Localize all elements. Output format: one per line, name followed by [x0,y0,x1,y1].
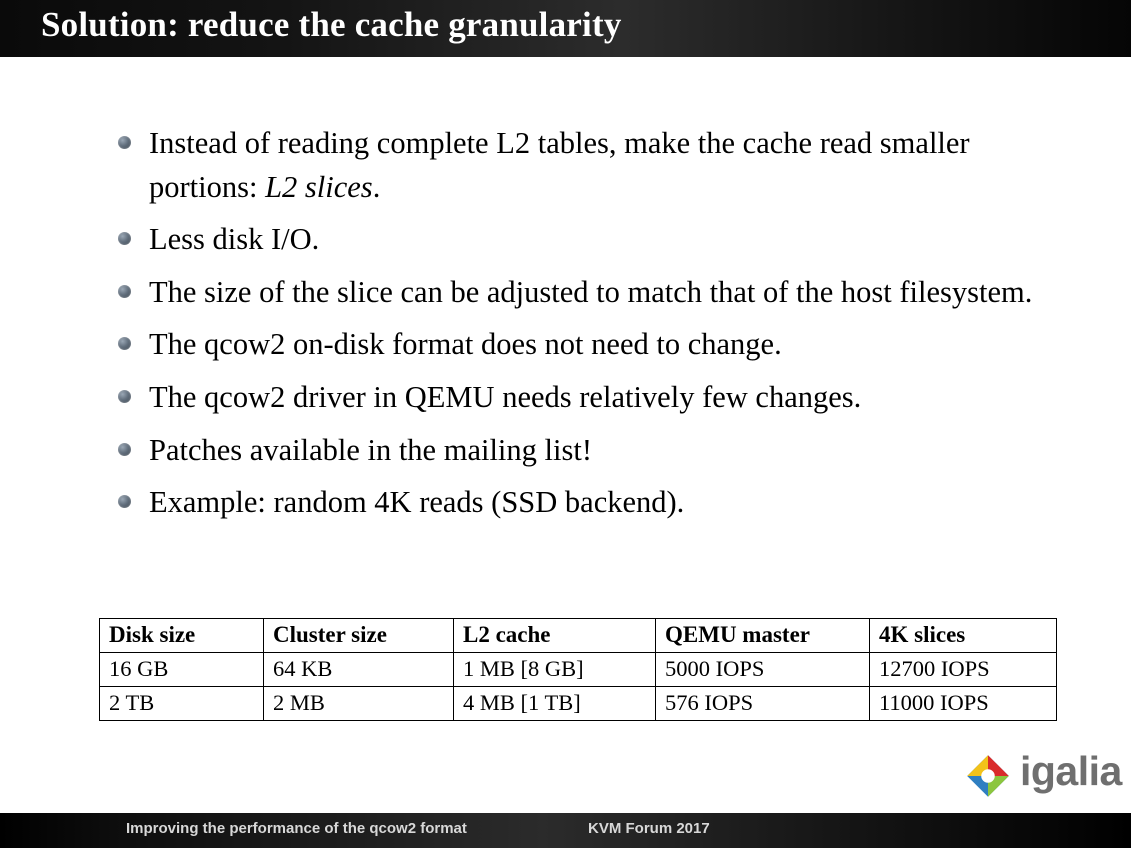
table-cell: 12700 IOPS [870,653,1057,687]
list-item-text: Less disk I/O. [149,222,320,257]
table-row [100,687,1057,721]
list-item [118,218,1068,262]
bullet-list [118,122,1068,534]
list-item-text: The qcow2 driver in QEMU needs relatively few changes. [149,380,862,415]
table-cell: 4 MB [1 TB] [454,687,656,721]
footer-presentation-title: Improving the performance of the qcow2 format [126,820,467,837]
table-cell: 64 KB [264,653,454,687]
igalia-logo [962,748,1122,804]
list-item [118,429,1068,473]
table-header-cell: Disk size [100,619,264,653]
table-row [100,653,1057,687]
benchmark-table [99,618,1057,721]
table-header-cell: 4K slices [870,619,1057,653]
slide-footer [0,813,1131,848]
table-cell: 1 MB [8 GB] [454,653,656,687]
table-cell: 2 TB [100,687,264,721]
list-item [118,122,1068,209]
list-item-text: Example: random 4K reads (SSD backend). [149,485,685,520]
table-header-cell: Cluster size [264,619,454,653]
bullet-dot-icon [118,443,131,456]
bullet-dot-icon [118,495,131,508]
bullet-dot-icon [118,390,131,403]
list-item [118,481,1068,525]
table-cell: 16 GB [100,653,264,687]
table-header-cell: QEMU master [656,619,870,653]
slide-title-bar [0,0,1131,57]
bullet-dot-icon [118,232,131,245]
igalia-wordmark: igalia [1020,748,1122,794]
igalia-mark-icon [962,750,1014,802]
list-item-text: Patches available in the mailing list! [149,432,592,467]
list-item [118,271,1068,315]
page-title: Solution: reduce the cache granularity [41,5,622,44]
table-cell: 5000 IOPS [656,653,870,687]
table-header-cell: L2 cache [454,619,656,653]
list-item-text: The size of the slice can be adjusted to match that of the host filesystem. [149,274,1033,309]
list-item-text: The qcow2 on-disk format does not need to change. [149,327,782,362]
table-cell: 2 MB [264,687,454,721]
footer-event-name: KVM Forum 2017 [588,820,710,837]
table-cell: 576 IOPS [656,687,870,721]
table-cell: 11000 IOPS [870,687,1057,721]
bullet-dot-icon [118,136,131,149]
bullet-dot-icon [118,285,131,298]
list-item [118,376,1068,420]
bullet-dot-icon [118,337,131,350]
table-header-row [100,619,1057,653]
list-item [118,323,1068,367]
list-item-text: Instead of reading complete L2 tables, make the cache read smaller portions: L2 slices. [149,126,970,204]
